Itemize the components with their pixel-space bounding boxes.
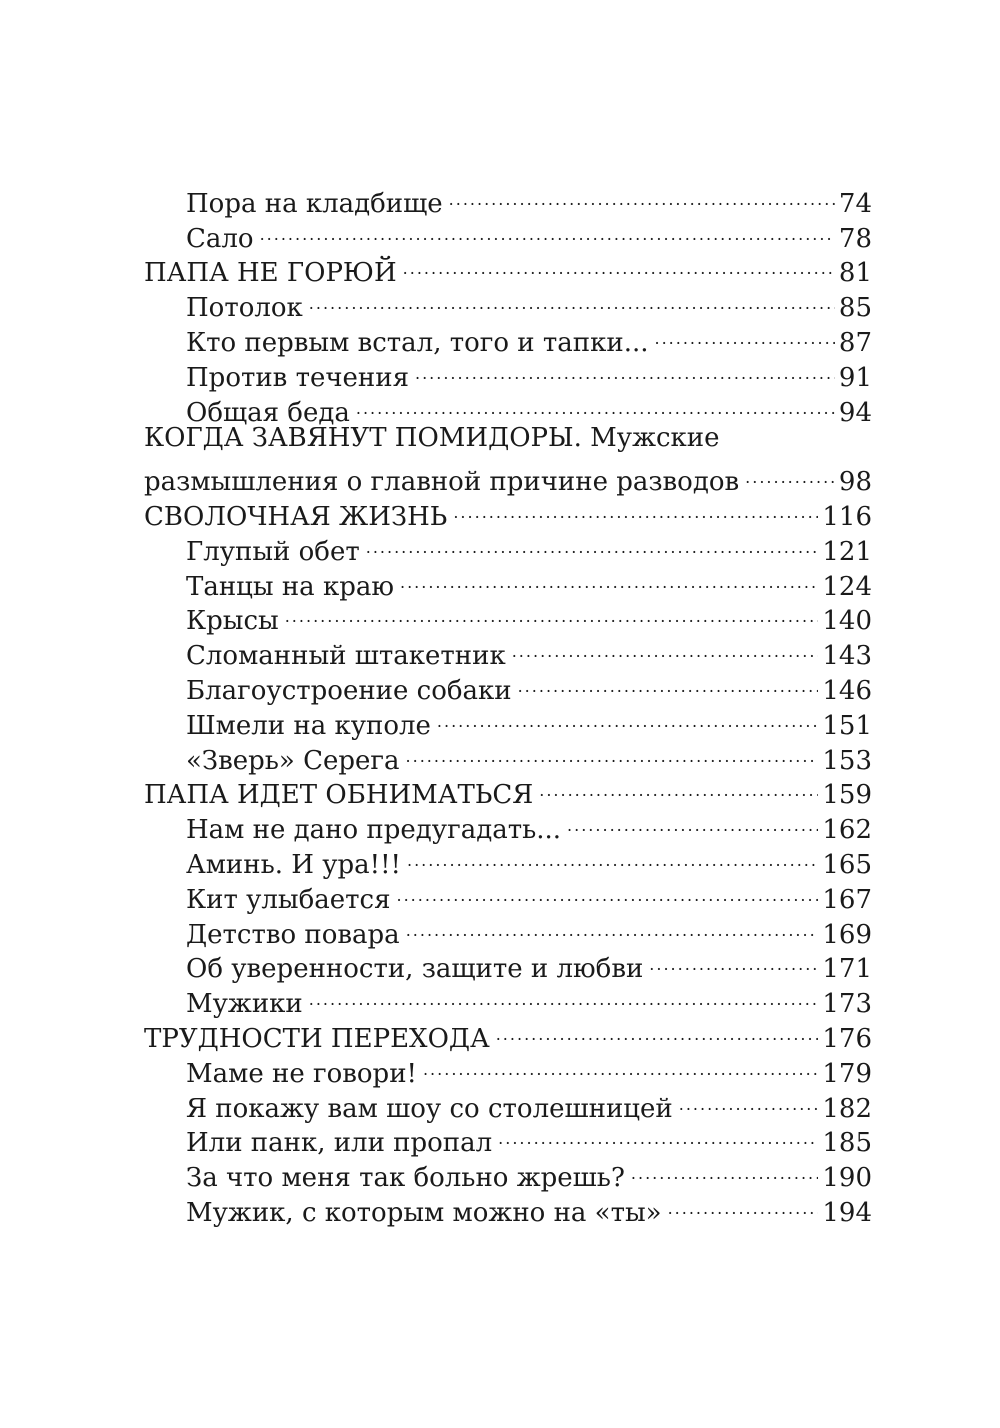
toc-chapter-page: 159 xyxy=(822,780,872,811)
toc-entry-title: Кит улыбается xyxy=(186,884,391,915)
toc-chapter-title: ТРУДНОСТИ ПЕРЕХОДА xyxy=(144,1023,490,1054)
toc-leader-dots xyxy=(406,908,819,943)
toc-leader-dots xyxy=(400,560,818,595)
toc-entry-title: Шмели на куполе xyxy=(186,710,431,741)
toc-entry-page: 171 xyxy=(822,954,872,985)
toc-entry-title: Кто первым встал, того и тапки... xyxy=(186,327,649,358)
toc-entry-page: 78 xyxy=(838,223,872,254)
toc-leader-dots xyxy=(437,699,818,734)
toc-leader-dots xyxy=(649,943,818,978)
toc-entry-title: «Зверь» Серега xyxy=(186,745,400,776)
toc-leader-dots xyxy=(512,629,819,664)
toc-entry-page: 91 xyxy=(838,362,872,393)
toc-entry-title: Пора на кладбище xyxy=(186,188,443,219)
toc-chapter-title: СВОЛОЧНАЯ ЖИЗНЬ xyxy=(144,501,448,532)
toc-leader-dots xyxy=(366,525,819,560)
toc-leader-dots xyxy=(668,1186,819,1221)
toc-entry-title: Крысы xyxy=(186,606,279,637)
toc-entry-page: 124 xyxy=(822,571,872,602)
toc-leader-dots xyxy=(655,316,835,351)
toc-chapter-page: 81 xyxy=(838,258,872,289)
toc-leader-dots xyxy=(496,1012,819,1047)
toc-entry-title: За что меня так больно жрешь? xyxy=(186,1163,625,1194)
toc-entry-page: 162 xyxy=(822,815,872,846)
toc-leader-dots xyxy=(403,247,835,282)
toc-leader-dots xyxy=(449,177,835,212)
toc-entry-page: 194 xyxy=(822,1197,872,1228)
toc-entry-page: 190 xyxy=(822,1163,872,1194)
toc-entry-title: Мужик, с которым можно на «ты» xyxy=(186,1197,662,1228)
toc-entry-page: 167 xyxy=(822,884,872,915)
toc-chapter-title: ПАПА ИДЕТ ОБНИМАТЬСЯ xyxy=(144,780,534,811)
toc-leader-dots xyxy=(406,734,819,769)
toc-entry-title: Сломанный штакетник xyxy=(186,641,506,672)
toc-entry-title: Маме не говори! xyxy=(186,1058,417,1089)
toc-entry-page: 151 xyxy=(822,710,872,741)
toc-leader-dots xyxy=(631,1151,818,1186)
toc-entry-title: Мужики xyxy=(186,989,303,1020)
toc-entry-page: 169 xyxy=(822,919,872,950)
toc-leader-dots xyxy=(453,490,818,525)
toc-leader-dots xyxy=(567,803,818,838)
toc-entry-title: Или панк, или пропал xyxy=(186,1128,493,1159)
toc-chapter-title: ПАПА НЕ ГОРЮЙ xyxy=(144,258,397,289)
toc-chapter-title-line1[interactable]: КОГДА ЗАВЯНУТ ПОМИДОРЫ. Мужские xyxy=(144,422,720,453)
toc-entry-page: 140 xyxy=(822,606,872,637)
toc-leader-dots xyxy=(397,873,819,908)
toc-entry-page: 182 xyxy=(822,1093,872,1124)
toc-entry-page: 185 xyxy=(822,1128,872,1159)
toc-entry-title: Против течения xyxy=(186,362,409,393)
toc-leader-dots xyxy=(498,1117,818,1152)
toc-entry-title: Я покажу вам шоу со столешницей xyxy=(186,1093,673,1124)
toc-entry-page: 74 xyxy=(838,188,872,219)
toc-entry-title: Глупый обет xyxy=(186,536,360,567)
toc-entry-page: 143 xyxy=(822,641,872,672)
toc-leader-dots xyxy=(260,212,835,247)
toc-entry-page: 87 xyxy=(838,327,872,358)
toc-leader-dots xyxy=(356,386,835,421)
toc-leader-dots xyxy=(745,455,835,490)
toc-chapter-page: 98 xyxy=(838,467,872,498)
toc-entry-title: Сало xyxy=(186,223,254,254)
toc-entry-page: 146 xyxy=(822,675,872,706)
toc-leader-dots xyxy=(309,977,819,1012)
toc-leader-dots xyxy=(285,595,819,630)
toc-entry-page: 153 xyxy=(822,745,872,776)
toc-entry-title: Детство повара xyxy=(186,919,400,950)
toc-entry-title: Общая беда xyxy=(186,397,350,428)
toc-chapter-page: 116 xyxy=(822,501,872,532)
toc-leader-dots xyxy=(539,769,818,804)
toc-entry-title: Танцы на краю xyxy=(186,571,394,602)
toc-entry-page: 121 xyxy=(822,536,872,567)
toc-entry-page: 173 xyxy=(822,989,872,1020)
toc-leader-dots xyxy=(679,1082,819,1117)
toc-entry-title: Нам не дано предугадать... xyxy=(186,815,562,846)
toc-entry-title: Аминь. И ура!!! xyxy=(186,849,401,880)
toc-entry-title: Об уверенности, защите и любви xyxy=(186,954,644,985)
toc-leader-dots xyxy=(309,281,835,316)
toc-leader-dots xyxy=(423,1047,818,1082)
toc-entry-title: Потолок xyxy=(186,293,303,324)
toc-entry-page: 165 xyxy=(822,849,872,880)
toc-leader-dots xyxy=(407,838,818,873)
toc-leader-dots xyxy=(518,664,819,699)
toc-entry-page: 94 xyxy=(838,397,872,428)
toc-entry-page: 179 xyxy=(822,1058,872,1089)
toc-leader-dots xyxy=(415,351,835,386)
toc-entry-page: 85 xyxy=(838,293,872,324)
table-of-contents xyxy=(144,177,872,1228)
toc-entry-title: Благоустроение собаки xyxy=(186,675,512,706)
toc-chapter[interactable] xyxy=(144,455,872,498)
toc-entry[interactable] xyxy=(144,177,872,219)
toc-chapter-title: размышления о главной причине разводов xyxy=(144,467,740,498)
toc-chapter-page: 176 xyxy=(822,1023,872,1054)
